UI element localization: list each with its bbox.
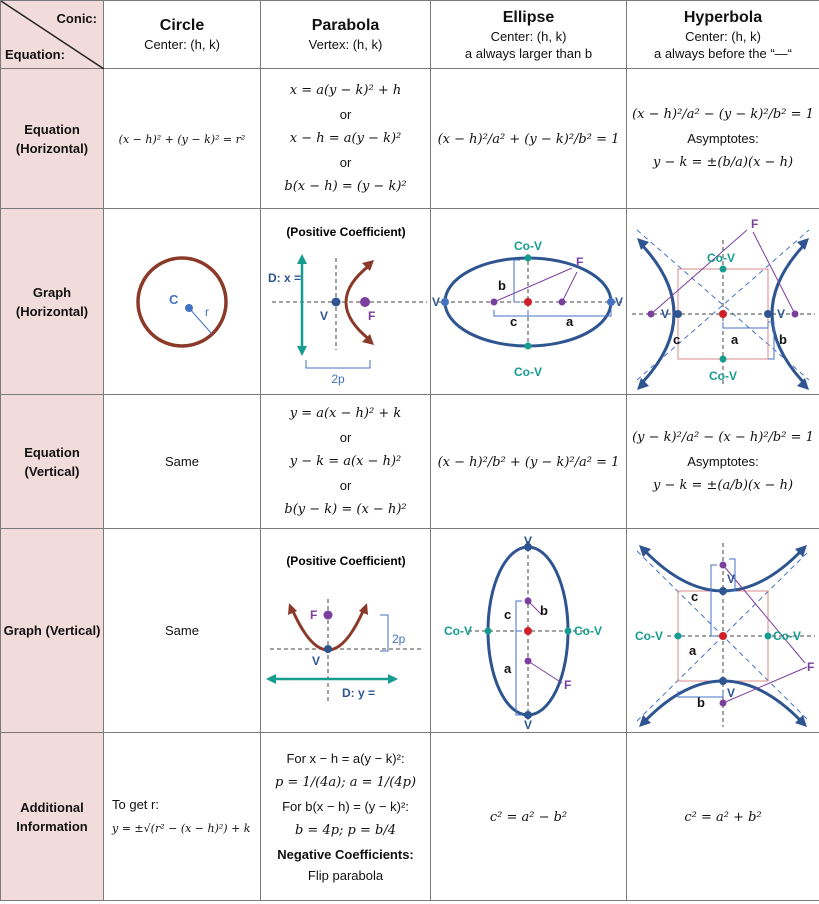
a-label: a (689, 642, 697, 658)
row-head-graph-h: Graph (Horizontal) (1, 209, 104, 395)
circle-radius-label: r (205, 304, 209, 319)
corner-cell (1, 1, 104, 69)
focus-label: F (575, 254, 583, 269)
co-vertex-label: Co-V (513, 364, 542, 379)
row-head-eq-v: Equation (Vertical) (1, 395, 104, 529)
directrix-label: D: x = (267, 270, 301, 285)
ellipse-additional (431, 733, 627, 901)
vertex-label: V (311, 653, 320, 668)
header-name: Parabola (311, 17, 380, 34)
b-label: b (779, 331, 787, 347)
vertex-label: V (319, 308, 328, 323)
co-vertex-label: Co-V (513, 238, 542, 253)
asymptotes-equation: y − k = ±(b/a)(x − h) (652, 154, 794, 170)
hyperbola-diagram-v (627, 531, 819, 731)
or-text: or (339, 154, 352, 170)
focus-label: F (807, 659, 815, 674)
b-label: b (497, 277, 506, 293)
row-head-graph-v: Graph (Vertical) (1, 529, 104, 733)
parabola-eq-h3: b(x − h) = (y − k)² (284, 178, 407, 194)
hyperbola-eq-h (627, 69, 819, 209)
circle-equation: (x − h)² + (y − k)² = r² (118, 133, 246, 146)
ellipse-graph-v (431, 529, 627, 733)
circle-diagram (107, 212, 257, 392)
two-p-label: 2p (391, 631, 405, 646)
asymptotes-label: Asymptotes: (687, 130, 759, 146)
focus-label: F (563, 677, 571, 692)
ellipse-diagram-h (432, 210, 626, 394)
circle-center-label: C (169, 291, 179, 307)
co-vertex-label: Co-V (573, 623, 602, 638)
a-label: a (503, 660, 511, 676)
hyperbola-graph-h (627, 209, 819, 395)
vertex-label: V (727, 685, 736, 700)
a-label: a (731, 331, 739, 347)
hyperbola-eq-v (627, 395, 819, 529)
header-ellipse (431, 1, 627, 69)
two-p-label: 2p (330, 371, 345, 386)
hyperbola-equation: (y − k)²/a² − (x − h)²/b² = 1 (632, 429, 814, 445)
vertex-label: V (431, 294, 440, 309)
parabola-additional (261, 733, 431, 901)
c-label: c (509, 313, 517, 329)
co-vertex-label: Co-V (707, 250, 735, 265)
vertex-label: V (614, 294, 623, 309)
vertex-label: V (727, 571, 736, 586)
ellipse-equation: (x − h)²/b² + (y − k)²/a² = 1 (437, 454, 620, 470)
or-text: or (339, 106, 352, 122)
c-label: c (503, 606, 511, 622)
a-label: a (565, 313, 573, 329)
parabola-for-1: For x − h = a(y − k)²: (286, 750, 405, 766)
co-vertex-label: Co-V (635, 628, 663, 643)
header-sub: Center: (h, k) (490, 28, 567, 44)
b-label: b (697, 694, 705, 710)
parabola-p-formula-2: b = 4p; p = b/4 (294, 822, 397, 838)
positive-coefficient-label: (Positive Coefficient) (285, 224, 406, 239)
circle-eq-h (104, 69, 261, 209)
vertex-label: V (523, 717, 532, 731)
asymptotes-equation: y − k = ±(a/b)(x − h) (652, 477, 794, 493)
vertex-label: V (661, 306, 670, 321)
hyperbola-graph-v (627, 529, 819, 733)
header-circle (104, 1, 261, 69)
header-name: Ellipse (502, 8, 555, 26)
directrix-label: D: y = (341, 685, 375, 700)
asymptotes-label: Asymptotes: (687, 453, 759, 469)
parabola-p-formula-1: p = 1/(4a); a = 1/(4p) (274, 774, 417, 790)
ellipse-graph-h (431, 209, 627, 395)
header-hyperbola (627, 1, 819, 69)
to-get-r-label: To get r: (112, 796, 159, 812)
vertex-label: V (777, 306, 786, 321)
focus-label: F (751, 216, 759, 231)
header-name: Circle (159, 17, 205, 34)
ellipse-c-formula: c² = a² − b² (489, 809, 568, 825)
parabola-diagram-h (262, 210, 430, 394)
circle-graph (104, 209, 261, 395)
b-label: b (539, 602, 548, 618)
hyperbola-additional (627, 733, 819, 901)
corner-equation-label: Equation: (5, 47, 65, 62)
row-head-additional: Additional Information (1, 733, 104, 901)
parabola-graph-v (261, 529, 431, 733)
header-parabola (261, 1, 431, 69)
circle-eq-v: Same (104, 395, 261, 529)
header-note: a always larger than b (464, 45, 593, 61)
or-text: or (339, 477, 352, 493)
hyperbola-equation: (x − h)²/a² − (y − k)²/b² = 1 (632, 106, 814, 122)
header-name: Hyperbola (683, 8, 763, 26)
positive-coefficient-label: (Positive Coefficient) (285, 553, 406, 568)
ellipse-eq-v (431, 395, 627, 529)
row-head-eq-h: Equation (Horizontal) (1, 69, 104, 209)
focus-label: F (309, 607, 317, 622)
parabola-graph-h (261, 209, 431, 395)
header-sub: Vertex: (h, k) (308, 37, 383, 52)
c-label: c (691, 588, 699, 604)
parabola-eq-h1: x = a(y − k)² + h (289, 82, 402, 98)
flip-parabola-text: Flip parabola (307, 867, 384, 883)
ellipse-diagram-v (432, 531, 626, 731)
parabola-eq-v1: y = a(x − h)² + k (289, 405, 402, 421)
c-label: c (673, 331, 681, 347)
header-sub: Center: (h, k) (144, 37, 220, 52)
vertex-label: V (523, 533, 532, 548)
parabola-eq-v (261, 395, 431, 529)
hyperbola-c-formula: c² = a² + b² (684, 809, 762, 825)
parabola-eq-h2: x − h = a(y − k)² (289, 130, 402, 146)
negative-coefficients-label: Negative Coefficients: (277, 846, 414, 862)
header-sub: Center: (h, k) (685, 28, 761, 44)
co-vertex-label: Co-V (773, 628, 801, 643)
parabola-eq-h (261, 69, 431, 209)
to-get-r-formula: y = ±√(r² − (x − h)²) + k (112, 821, 251, 835)
circle-graph-v: Same (104, 529, 261, 733)
parabola-eq-v3: b(y − k) = (x − h)² (284, 501, 407, 517)
co-vertex-label: Co-V (709, 368, 737, 383)
ellipse-equation: (x − h)²/a² + (y − k)²/b² = 1 (437, 131, 620, 147)
parabola-eq-v2: y − k = a(x − h)² (289, 453, 402, 469)
focus-label: F (367, 308, 375, 323)
parabola-diagram-v (262, 531, 430, 731)
parabola-for-2: For b(x − h) = (y − k)²: (282, 798, 409, 814)
circle-additional (104, 733, 261, 901)
co-vertex-label: Co-V (443, 623, 472, 638)
header-note: a always before the “—“ (653, 45, 792, 61)
or-text: or (339, 429, 352, 445)
hyperbola-diagram-h (627, 210, 819, 394)
ellipse-eq-h (431, 69, 627, 209)
corner-conic-label: Conic: (56, 11, 97, 26)
